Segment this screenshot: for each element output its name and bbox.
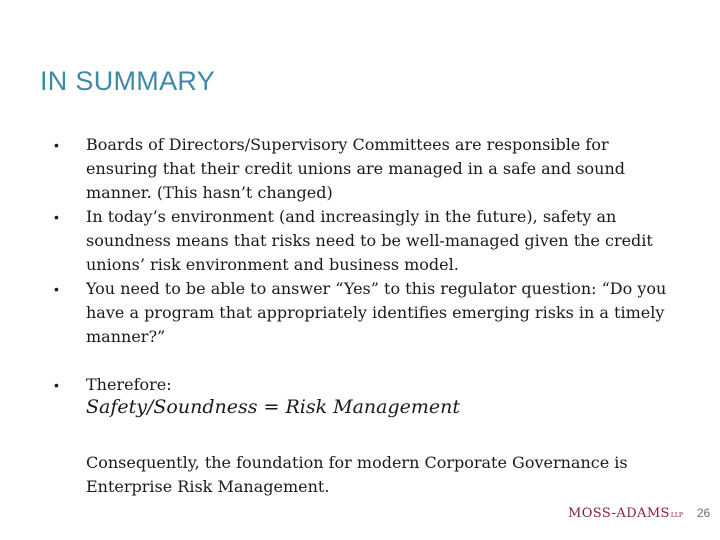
bullet-text: Boards of Directors/Supervisory Committees are responsible for ensuring that their credit unions are managed in a safe and sound manner. (This hasn’t changed) <box>86 135 626 202</box>
footer <box>568 506 710 521</box>
bullet-dot: • <box>54 281 59 297</box>
bullet-item <box>52 133 672 205</box>
spacer <box>52 349 672 373</box>
bullet-list <box>52 133 672 397</box>
bullet-dot: • <box>54 209 59 225</box>
bullet-text: In today’s environment (and increasingly in the future), safety an soundness means that risks need to be well-managed given the credit unions’ risk environment and business model. <box>86 207 653 274</box>
bullet-dot: • <box>54 137 59 153</box>
bullet-text: You need to be able to answer “Yes” to this regulator question: “Do you have a program that appropriately identifies emerging risks in a timely manner?” <box>86 279 667 346</box>
conclusion-text: Consequently, the foundation for modern Corporate Governance is Enterprise Risk Management. <box>86 453 628 496</box>
bullet-item <box>52 373 672 397</box>
bullet-text: Therefore: <box>86 375 172 394</box>
page-number: 26 <box>696 506 711 520</box>
slide-title: IN SUMMARY <box>40 66 216 96</box>
equation-text: Safety/Soundness = Risk Management <box>86 396 461 418</box>
bullet-item <box>52 205 672 277</box>
bullet-item <box>52 277 672 349</box>
company-logo-suffix: LLP <box>670 512 683 519</box>
bullet-dot: • <box>54 377 59 393</box>
company-logo: MOSS-ADAMS <box>568 506 670 521</box>
